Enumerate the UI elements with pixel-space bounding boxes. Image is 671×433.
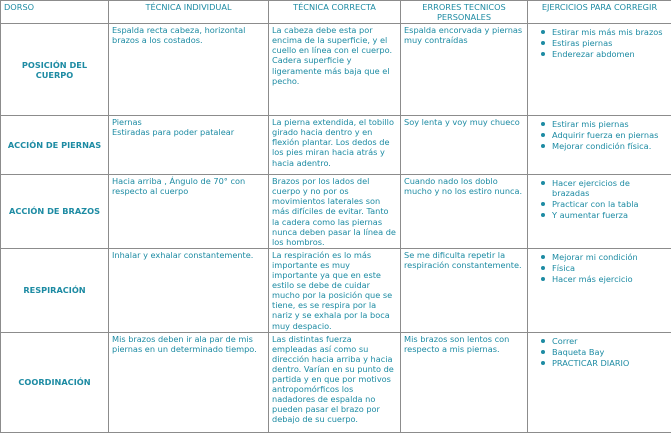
table-row	[1, 24, 671, 116]
row-label: POSICIÓN DEL CUERPO	[1, 24, 109, 116]
correcta-cell: La pierna extendida, el tobillo girado hacia dentro y en flexión plantar. Los dedos de los pies miran hacia atrás y hacia adentro.	[269, 116, 401, 175]
list-item: Adquirir fuerza en piernas	[552, 130, 668, 140]
header-errores: ERRORES TECNICOS PERSONALES	[401, 1, 528, 24]
individual-cell: Hacia arriba , Ángulo de 70° con respecto al cuerpo	[109, 175, 269, 249]
list-item: Mejorar condición física.	[552, 141, 668, 151]
errores-cell: Mis brazos son lentos con respecto a mis piernas.	[401, 332, 528, 432]
list-item: Estirar mis más mis brazos	[552, 27, 668, 37]
exercise-list	[534, 27, 668, 59]
row-label: ACCIÓN DE PIERNAS	[1, 116, 109, 175]
correcta-cell: Brazos por los lados del cuerpo y no por os movimientos laterales son más difíciles de evitar. Tanto la cadera como las piernas nunca deben pasar la línea de los hombros.	[269, 175, 401, 249]
correcta-cell: Las distintas fuerza empleadas así como su dirección hacia arriba y hacia dentro. Varían en su punto de partida y en que por motivos antropomórficos los nadadores de espalda no pueden pasar el brazo por debajo de su cuerpo.	[269, 332, 401, 432]
header-tecnica-individual: TÉCNICA INDIVIDUAL	[109, 1, 269, 24]
list-item: Estirar mis piernas	[552, 119, 668, 129]
list-item: Estiras piernas	[552, 38, 668, 48]
individual-cell: Inhalar y exhalar constantemente.	[109, 248, 269, 332]
table-row	[1, 116, 671, 175]
errores-cell: Cuando nado los doblo mucho y no los estiro nunca.	[401, 175, 528, 249]
exercise-list	[534, 336, 668, 368]
exercise-list	[534, 252, 668, 284]
individual-cell: Piernas Estiradas para poder patalear	[109, 116, 269, 175]
ejercicios-cell	[528, 24, 671, 116]
table-header-row	[1, 1, 671, 24]
header-tecnica-correcta: TÉCNICA CORRECTA	[269, 1, 401, 24]
list-item: Hacer ejercicios de brazadas	[552, 178, 668, 198]
list-item: Mejorar mi condición	[552, 252, 668, 262]
list-item: Hacer más ejercicio	[552, 274, 668, 284]
row-label: COORDINACIÓN	[1, 332, 109, 432]
exercise-list	[534, 178, 668, 220]
errores-cell: Espalda encorvada y piernas muy contraídas	[401, 24, 528, 116]
table-row	[1, 175, 671, 249]
list-item: Enderezar abdomen	[552, 49, 668, 59]
individual-cell: Espalda recta cabeza, horizontal brazos a los costados.	[109, 24, 269, 116]
list-item: Y aumentar fuerza	[552, 210, 668, 220]
ejercicios-cell	[528, 248, 671, 332]
row-label: ACCIÓN DE BRAZOS	[1, 175, 109, 249]
exercise-list	[534, 119, 668, 151]
list-item: Practicar con la tabla	[552, 199, 668, 209]
errores-cell: Soy lenta y voy muy chueco	[401, 116, 528, 175]
ejercicios-cell	[528, 116, 671, 175]
header-ejercicios: EJERCICIOS PARA CORREGIR	[528, 1, 671, 24]
list-item: PRACTICAR DIARIO	[552, 358, 668, 368]
list-item: Correr	[552, 336, 668, 346]
row-label: RESPIRACIÓN	[1, 248, 109, 332]
correcta-cell: La cabeza debe esta por encima de la superficie, y el cuello en línea con el cuerpo. Cadera superficie y ligeramente más baja que el pecho.	[269, 24, 401, 116]
ejercicios-cell	[528, 332, 671, 432]
table-row	[1, 248, 671, 332]
ejercicios-cell	[528, 175, 671, 249]
individual-cell: Mis brazos deben ir ala par de mis piernas en un determinado tiempo.	[109, 332, 269, 432]
errores-cell: Se me dificulta repetir la respiración constantemente.	[401, 248, 528, 332]
list-item: Baqueta Bay	[552, 347, 668, 357]
list-item: Física	[552, 263, 668, 273]
table-row	[1, 332, 671, 432]
correcta-cell: La respiración es lo más importante es muy importante ya que en este estilo se debe de cuidar mucho por la posición que se tiene, es se respira por la nariz y se exhala por la boca muy despacio.	[269, 248, 401, 332]
header-dorso: DORSO	[1, 1, 109, 24]
